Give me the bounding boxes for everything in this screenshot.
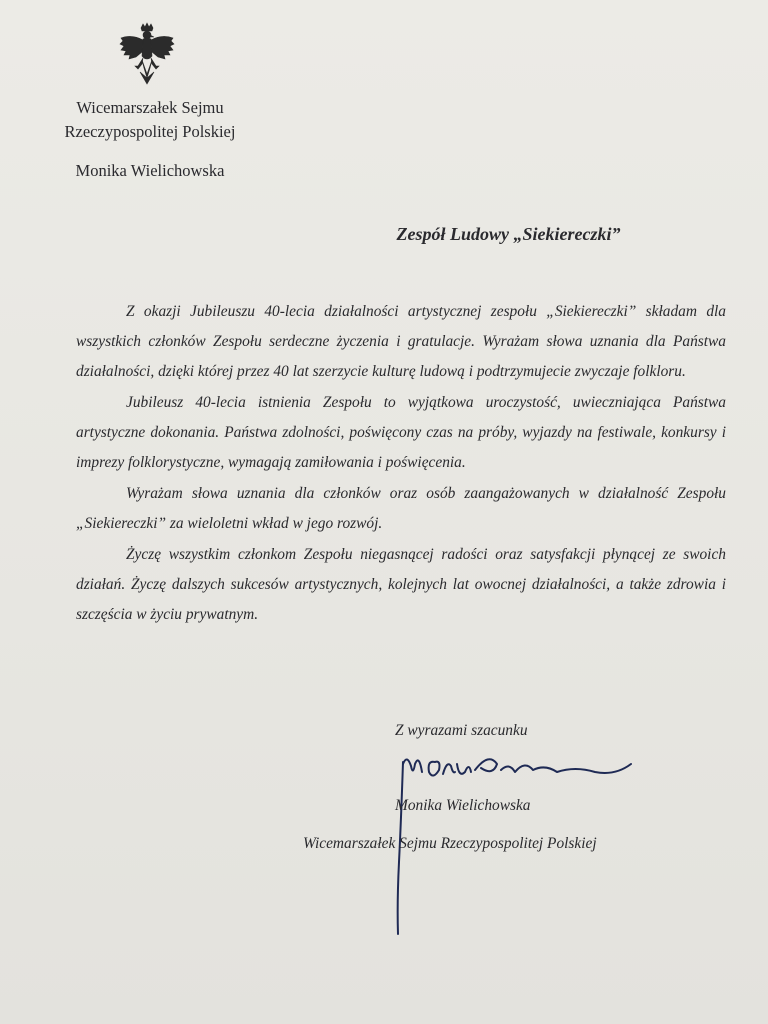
office-title [0,96,300,144]
addressee: Zespół Ludowy „Siekiereczki” [396,224,621,244]
letter-body [76,297,726,630]
sender-name: Monika Wielichowska [75,161,225,180]
closing-phrase: Z wyrazami szacunku [395,722,528,739]
paragraph: Z okazji Jubileuszu 40-lecia działalności artystycznej zespołu „Siekiereczki” składam dla wszystkich członków Zespołu serdeczne życzenia i gratulacje. Wyrażam słowa uznania dla Państwa działalności, dzięki której przez 40 lat szerzycie kulturę ludową i podtrzymujecie zwyczaje folkloru. [76,303,726,380]
office-title-line2: Rzeczypospolitej Polskiej [64,122,236,141]
signer-name: Monika Wielichowska [395,797,531,814]
paragraph: Życzę wszystkim członkom Zespołu niegasnącej radości oraz satysfakcji płynącej ze swoich działań. Życzę dalszych sukcesów artystycznych, kolejnych lat owocnej działalności, a także zdrowia i szczęścia w życiu prywatnym. [76,546,726,623]
paragraph: Wyrażam słowa uznania dla członków oraz osób zaangażowanych w działalność Zespołu „Siekiereczki” za wieloletni wkład w jego rozwój. [76,485,726,532]
office-title-line1: Wicemarszałek Sejmu [76,98,224,117]
polish-eagle-emblem-icon [117,22,177,88]
signer-title: Wicemarszałek Sejmu Rzeczypospolitej Polskiej [303,835,597,852]
paragraph: Jubileusz 40-lecia istnienia Zespołu to wyjątkowa uroczystość, uwieczniająca Państwa artystyczne dokonania. Państwa zdolności, poświęcony czas na próby, wyjazdy na festiwale, konkursy i imprezy folklorystyczne, wymagają zamiłowania i poświęcenia. [76,394,726,471]
